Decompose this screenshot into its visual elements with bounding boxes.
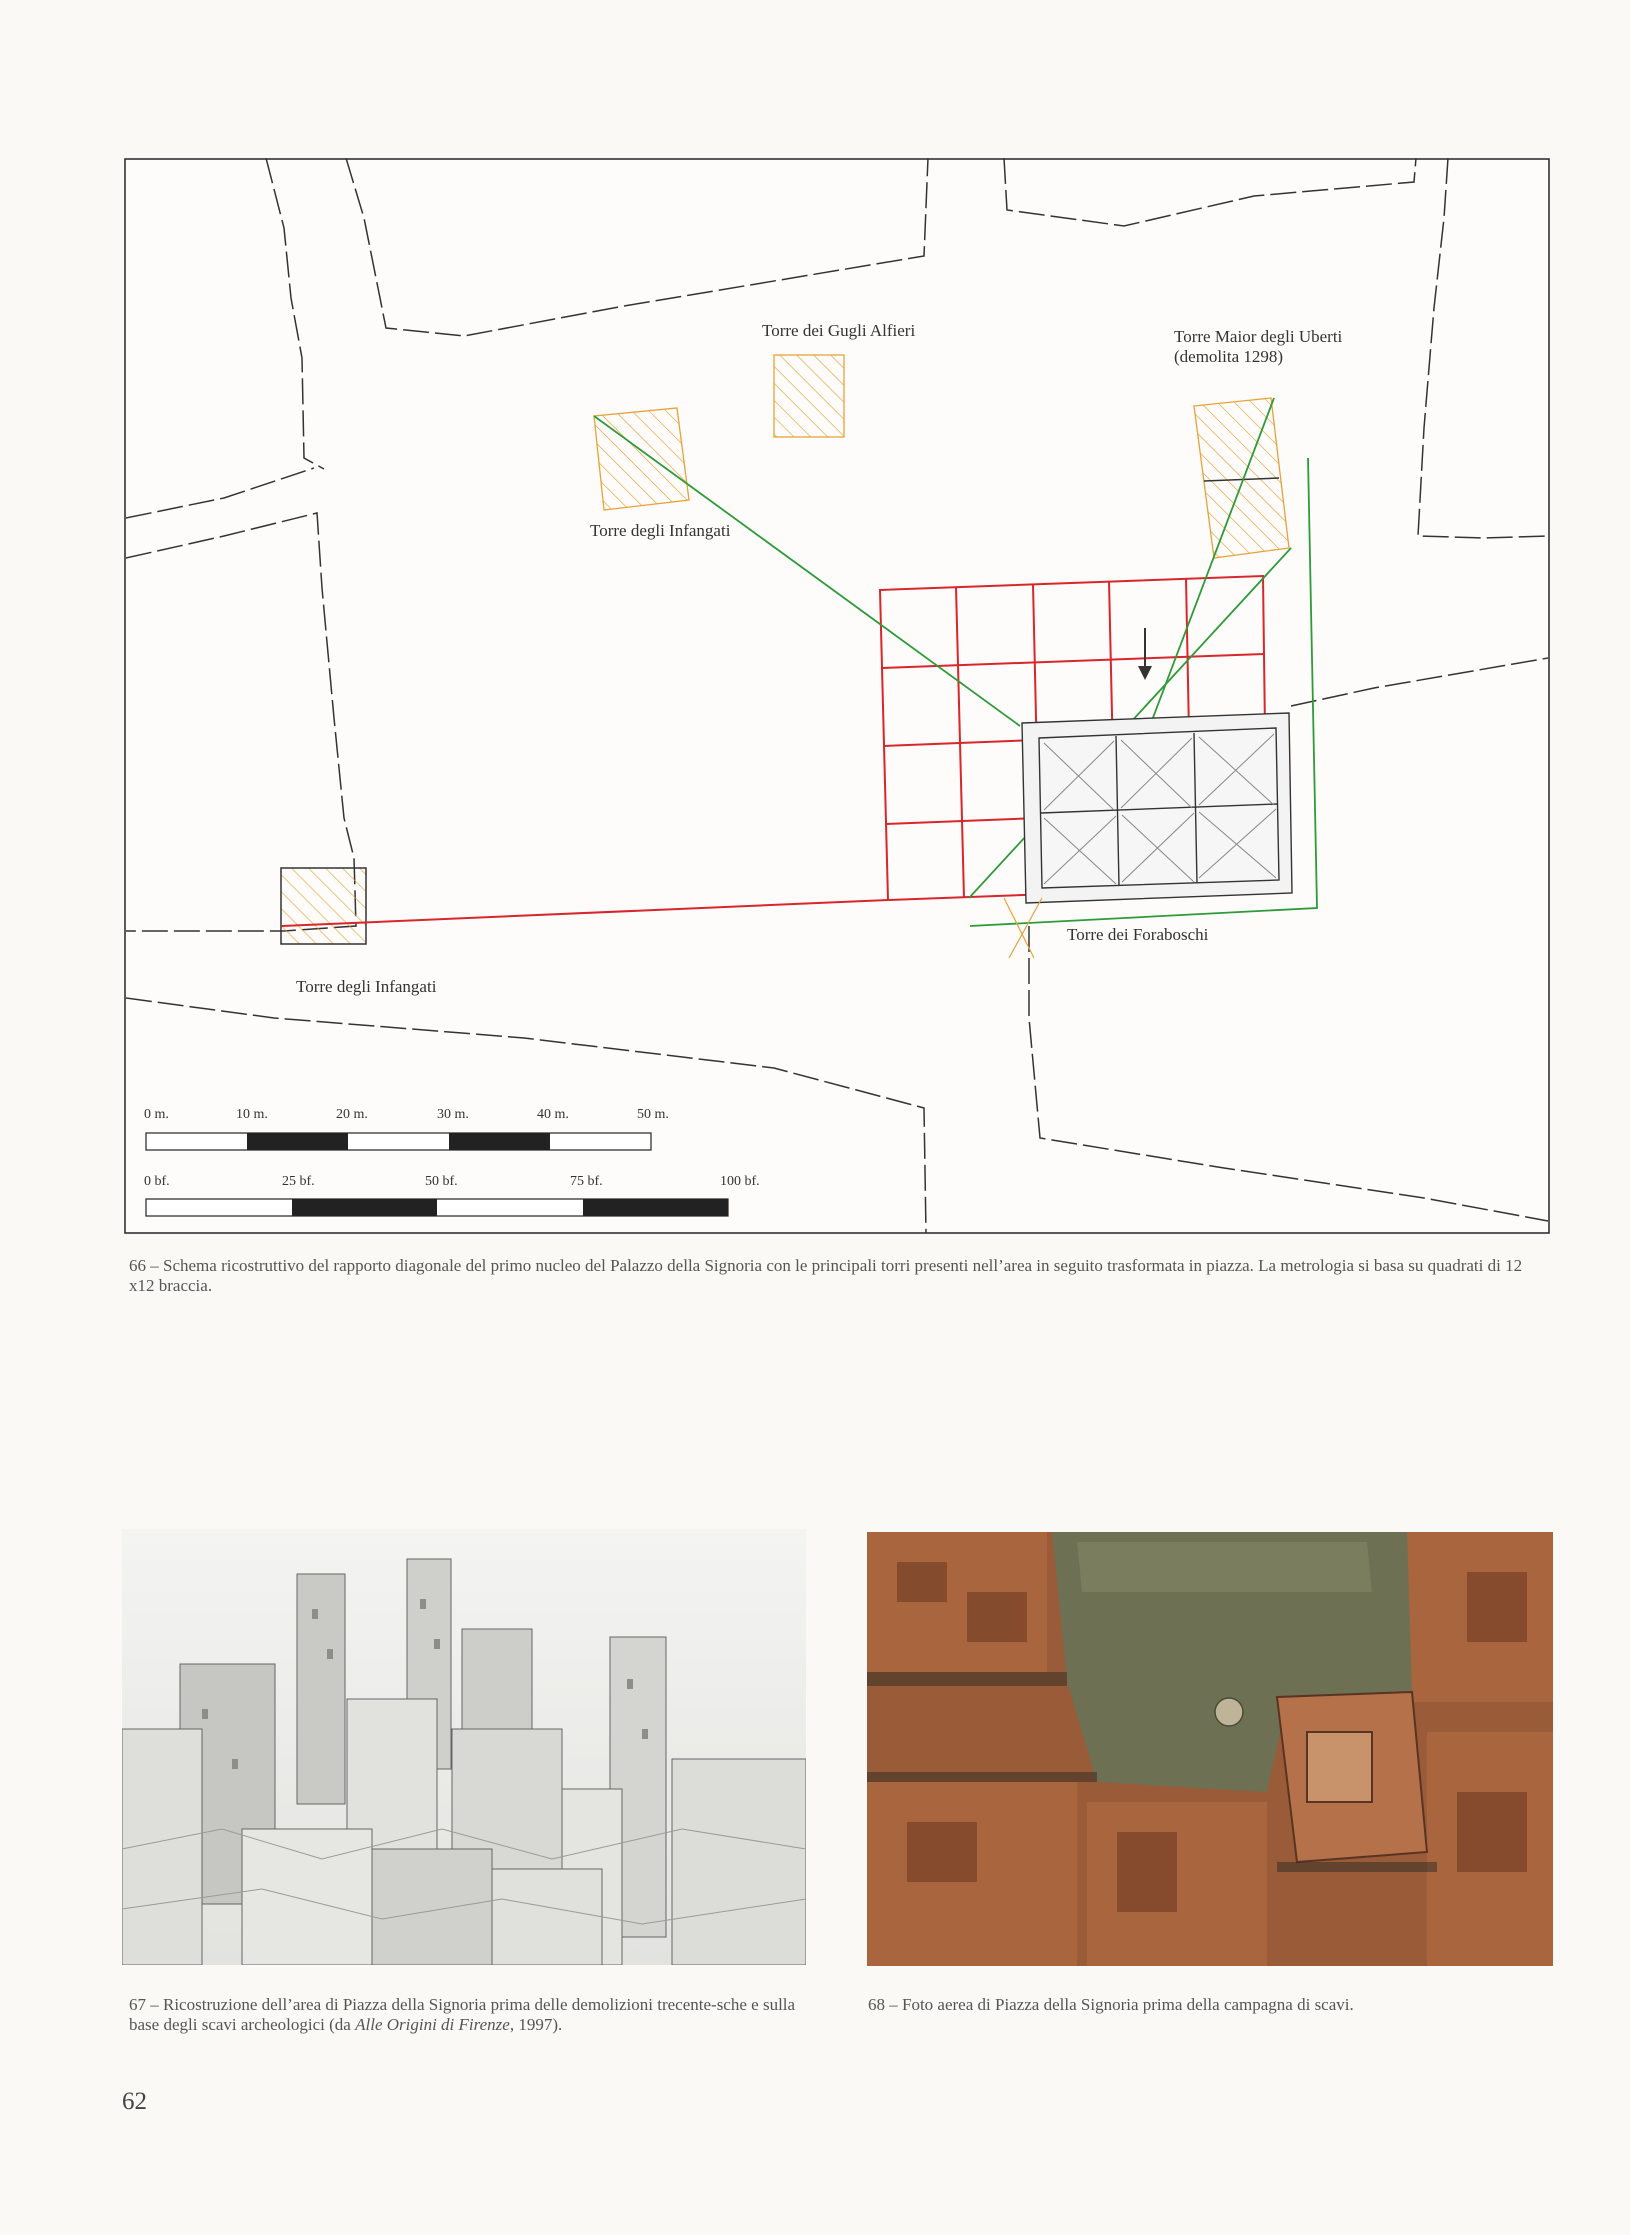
scale-m-20: 20 m. <box>336 1107 368 1122</box>
caption-66-number: 66 – <box>129 1256 163 1275</box>
page-number: 62 <box>122 2088 147 2115</box>
palace-core <box>1022 713 1292 903</box>
figure-66-plan <box>124 158 1550 1234</box>
scale-m-10: 10 m. <box>236 1107 268 1122</box>
scale-bf-75: 75 bf. <box>570 1174 603 1189</box>
caption-68-text: Foto aerea di Piazza della Signoria prima della campagna di scavi. <box>902 1995 1354 2014</box>
caption-67 <box>129 1995 819 2035</box>
scale-bf-0: 0 bf. <box>144 1174 170 1189</box>
caption-67-number: 67 – <box>129 1995 163 2014</box>
label-torre-maior-uberti-2: (demolita 1298) <box>1174 347 1284 366</box>
label-torre-infangati-upper: Torre degli Infangati <box>590 521 731 540</box>
scale-m-0: 0 m. <box>144 1107 169 1122</box>
scale-bf-50: 50 bf. <box>425 1174 458 1189</box>
label-torre-infangati-lower: Torre degli Infangati <box>296 977 437 996</box>
tower-infangati-lower <box>281 868 366 944</box>
caption-67-italic-title: Alle Origini di Firenze <box>355 2015 510 2034</box>
figure-68-aerial-photo <box>867 1532 1553 1966</box>
caption-68 <box>868 1995 1548 2015</box>
scale-m-50: 50 m. <box>637 1107 669 1122</box>
caption-68-number: 68 – <box>868 1995 902 2014</box>
label-torre-maior-uberti-1: Torre Maior degli Uberti <box>1174 327 1343 346</box>
caption-67-text-b: , 1997). <box>509 2015 563 2034</box>
caption-66-text: Schema ricostruttivo del rapporto diagonale del primo nucleo del Palazzo della Signoria con le principali torri presenti nell’area in seguito trasformata in piazza. La metrologia si basa su quadrati di 12 x12 braccia. <box>129 1256 1523 1295</box>
scale-m-30: 30 m. <box>437 1107 469 1122</box>
scale-m-40: 40 m. <box>537 1107 569 1122</box>
scale-bf-25: 25 bf. <box>282 1174 315 1189</box>
label-torre-gugli-alfieri: Torre dei Gugli Alfieri <box>762 321 916 340</box>
figure-67-reconstruction-drawing <box>122 1529 806 1965</box>
label-torre-foraboschi: Torre dei Foraboschi <box>1067 925 1209 944</box>
tower-gugli-alfieri <box>774 355 844 437</box>
caption-67-text-a: Ricostruzione dell’area di Piazza della Signoria prima delle demolizioni trecente-sche e sulla base degli scavi archeologici (da <box>129 1995 796 2034</box>
tower-infangati-upper <box>594 408 689 510</box>
caption-66 <box>129 1256 1549 1296</box>
scale-bf-100: 100 bf. <box>720 1174 760 1189</box>
